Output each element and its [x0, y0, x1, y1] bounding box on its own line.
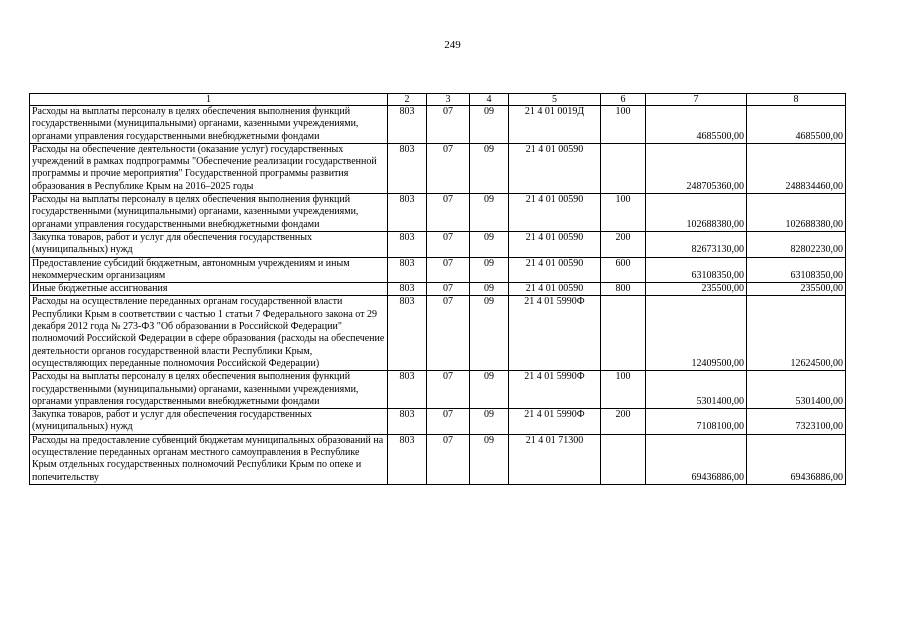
column-number-8: 8 [747, 94, 846, 106]
amount-col8-cell: 7323100,00 [747, 409, 846, 435]
ministry-code-cell: 803 [388, 194, 427, 232]
column-number-row [30, 94, 846, 106]
amount-col7-cell: 235500,00 [646, 283, 747, 296]
column-number-1: 1 [30, 94, 388, 106]
section-code-cell: 07 [427, 371, 470, 409]
amount-col7-cell: 248705360,00 [646, 143, 747, 193]
section-code-cell: 07 [427, 257, 470, 283]
subsection-code-cell: 09 [470, 283, 509, 296]
expense-type-cell [601, 434, 646, 484]
ministry-code-cell: 803 [388, 143, 427, 193]
expense-type-cell: 200 [601, 409, 646, 435]
budget-table [29, 93, 846, 485]
target-article-cell: 21 4 01 00590 [509, 257, 601, 283]
expense-name-cell: Расходы на выплаты персоналу в целях обеспечения выполнения функций государственными (муниципальными) органами, казенными учреждениями, органами управления государственными внебюджетными фондами [30, 106, 388, 144]
subsection-code-cell: 09 [470, 231, 509, 257]
subsection-code-cell: 09 [470, 409, 509, 435]
section-code-cell: 07 [427, 106, 470, 144]
section-code-cell: 07 [427, 231, 470, 257]
column-number-6: 6 [601, 94, 646, 106]
expense-type-cell: 200 [601, 231, 646, 257]
section-code-cell: 07 [427, 143, 470, 193]
target-article-cell: 21 4 01 00590 [509, 231, 601, 257]
expense-name-cell: Расходы на обеспечение деятельности (оказание услуг) государственных учреждений в рамках подпрограммы "Обеспечение реализации государственной программы и прочие мероприятия" Государственной программы развития образования в Республике Крым на 2016–2025 годы [30, 143, 388, 193]
table-row [30, 143, 846, 193]
target-article-cell: 21 4 01 5990Ф [509, 296, 601, 371]
section-code-cell: 07 [427, 409, 470, 435]
target-article-cell: 21 4 01 00590 [509, 194, 601, 232]
amount-col8-cell: 4685500,00 [747, 106, 846, 144]
amount-col8-cell: 12624500,00 [747, 296, 846, 371]
expense-name-cell: Иные бюджетные ассигнования [30, 283, 388, 296]
table-row [30, 106, 846, 144]
target-article-cell: 21 4 01 0019Д [509, 106, 601, 144]
table-row [30, 296, 846, 371]
expense-name-cell: Расходы на выплаты персоналу в целях обеспечения выполнения функций государственными (муниципальными) органами, казенными учреждениями, органами управления государственными внебюджетными фондами [30, 194, 388, 232]
subsection-code-cell: 09 [470, 106, 509, 144]
expense-name-cell: Закупка товаров, работ и услуг для обеспечения государственных (муниципальных) нужд [30, 231, 388, 257]
ministry-code-cell: 803 [388, 283, 427, 296]
target-article-cell: 21 4 01 00590 [509, 283, 601, 296]
ministry-code-cell: 803 [388, 231, 427, 257]
table-row [30, 231, 846, 257]
column-number-7: 7 [646, 94, 747, 106]
expense-type-cell: 100 [601, 194, 646, 232]
ministry-code-cell: 803 [388, 296, 427, 371]
target-article-cell: 21 4 01 00590 [509, 143, 601, 193]
amount-col8-cell: 248834460,00 [747, 143, 846, 193]
subsection-code-cell: 09 [470, 194, 509, 232]
column-number-5: 5 [509, 94, 601, 106]
amount-col8-cell: 82802230,00 [747, 231, 846, 257]
subsection-code-cell: 09 [470, 371, 509, 409]
table-row [30, 371, 846, 409]
amount-col7-cell: 63108350,00 [646, 257, 747, 283]
amount-col7-cell: 12409500,00 [646, 296, 747, 371]
table-row [30, 409, 846, 435]
table-row [30, 257, 846, 283]
amount-col7-cell: 102688380,00 [646, 194, 747, 232]
subsection-code-cell: 09 [470, 257, 509, 283]
section-code-cell: 07 [427, 283, 470, 296]
amount-col7-cell: 7108100,00 [646, 409, 747, 435]
expense-name-cell: Расходы на осуществление переданных органам государственной власти Республики Крым в соответствии с частью 1 статьи 7 Федерального закона от 29 декабря 2012 года № 273-ФЗ "Об образовании в Российской Федерации" полномочий Российской Федерации в сфере образования (расходы на обеспечение деятельности органов государственной власти Республики Крым, осуществляющих переданные полномочия Российской Федерации) [30, 296, 388, 371]
target-article-cell: 21 4 01 71300 [509, 434, 601, 484]
amount-col8-cell: 69436886,00 [747, 434, 846, 484]
subsection-code-cell: 09 [470, 434, 509, 484]
expense-name-cell: Закупка товаров, работ и услуг для обеспечения государственных (муниципальных) нужд [30, 409, 388, 435]
column-number-3: 3 [427, 94, 470, 106]
expense-type-cell: 100 [601, 371, 646, 409]
ministry-code-cell: 803 [388, 257, 427, 283]
table-row [30, 283, 846, 296]
ministry-code-cell: 803 [388, 409, 427, 435]
expense-type-cell: 800 [601, 283, 646, 296]
section-code-cell: 07 [427, 434, 470, 484]
amount-col8-cell: 102688380,00 [747, 194, 846, 232]
section-code-cell: 07 [427, 296, 470, 371]
section-code-cell: 07 [427, 194, 470, 232]
expense-type-cell [601, 296, 646, 371]
subsection-code-cell: 09 [470, 296, 509, 371]
target-article-cell: 21 4 01 5990Ф [509, 409, 601, 435]
amount-col8-cell: 235500,00 [747, 283, 846, 296]
expense-type-cell [601, 143, 646, 193]
target-article-cell: 21 4 01 5990Ф [509, 371, 601, 409]
ministry-code-cell: 803 [388, 434, 427, 484]
column-number-2: 2 [388, 94, 427, 106]
amount-col7-cell: 5301400,00 [646, 371, 747, 409]
ministry-code-cell: 803 [388, 106, 427, 144]
amount-col7-cell: 4685500,00 [646, 106, 747, 144]
amount-col8-cell: 63108350,00 [747, 257, 846, 283]
amount-col8-cell: 5301400,00 [747, 371, 846, 409]
expense-name-cell: Расходы на предоставление субвенций бюджетам муниципальных образований на осуществление переданных органам местного самоуправления в Республике Крым отдельных государственных полномочий Республики Крым по опеке и попечительству [30, 434, 388, 484]
page-number: 249 [444, 39, 461, 51]
expense-type-cell: 600 [601, 257, 646, 283]
table-row [30, 434, 846, 484]
expense-type-cell: 100 [601, 106, 646, 144]
ministry-code-cell: 803 [388, 371, 427, 409]
subsection-code-cell: 09 [470, 143, 509, 193]
table-row [30, 194, 846, 232]
expense-name-cell: Предоставление субсидий бюджетным, автономным учреждениям и иным некоммерческим организациям [30, 257, 388, 283]
column-number-4: 4 [470, 94, 509, 106]
amount-col7-cell: 69436886,00 [646, 434, 747, 484]
expense-name-cell: Расходы на выплаты персоналу в целях обеспечения выполнения функций государственными (муниципальными) органами, казенными учреждениями, органами управления государственными внебюджетными фондами [30, 371, 388, 409]
amount-col7-cell: 82673130,00 [646, 231, 747, 257]
